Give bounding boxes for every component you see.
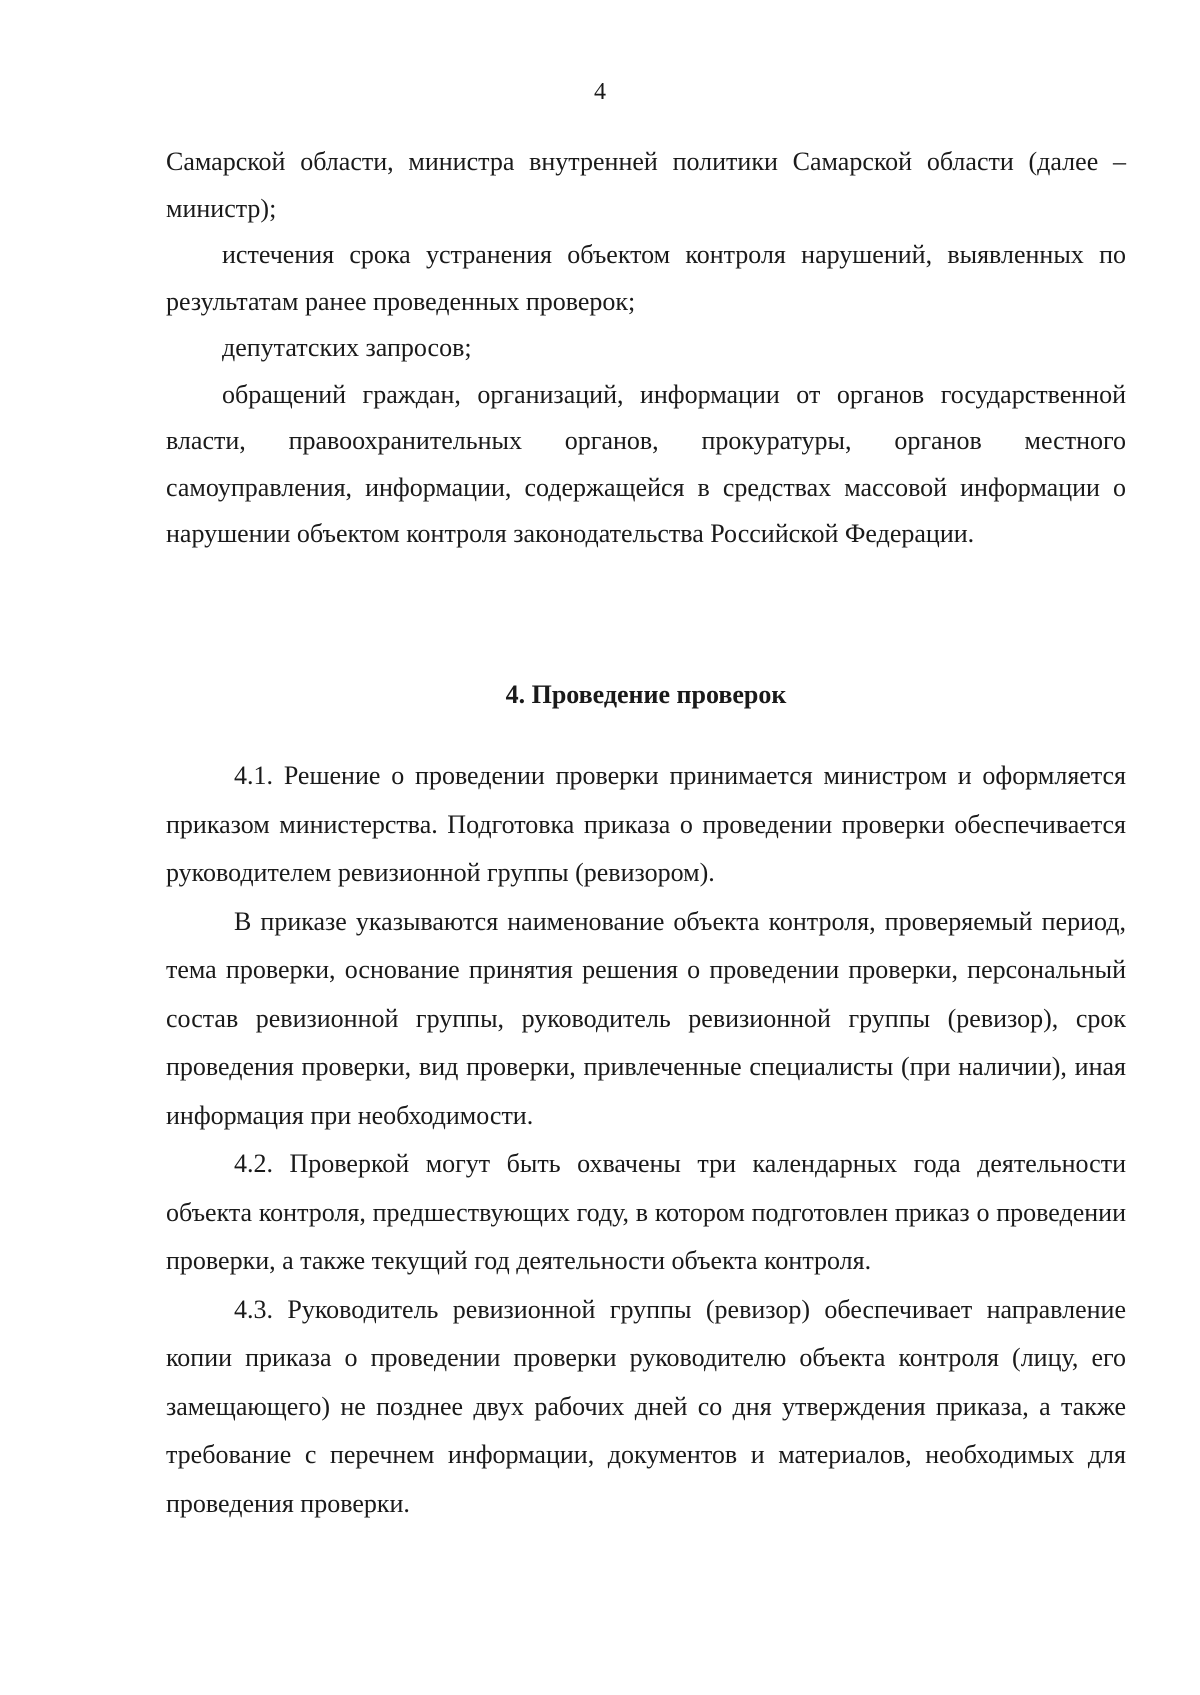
section-heading: 4. Проведение проверок [505, 680, 787, 709]
paragraph-appeals: обращений граждан, организаций, информации от органов государственной власти, правоохранительных органов, прокуратуры, органов местного самоуправления, информации, содержащейся в средствах массовой информации о нарушении объектом контроля законодательства Российской Федерации. [166, 379, 1126, 548]
paragraph-4-3: 4.3. Руководитель ревизионной группы (ревизор) обеспечивает направление копии приказа о проведении проверки руководителю объекта контроля (лицу, его замещающего) не позднее двух рабочих дней со дня утверждения приказа, а также требование с перечнем информации, документов и материалов, необходимых для проведения проверки. [166, 1294, 1126, 1518]
section-text-block [166, 752, 1126, 1528]
paragraph-4-1: 4.1. Решение о проведении проверки принимается министром и оформляется приказом министерства. Подготовка приказа о проведении проверки обеспечивается руководителем ревизионной группы (ревизором). [166, 761, 1126, 887]
paragraph-order-contents: В приказе указываются наименование объекта контроля, проверяемый период, тема проверки, основание принятия решения о проведении проверки, персональный состав ревизионной группы, руководитель ревизионной группы (ревизор), срок проведения проверки, вид проверки, привлеченные специалисты (при наличии), иная информация при необходимости. [166, 906, 1126, 1130]
paragraph-violation-deadline: истечения срока устранения объектом контроля нарушений, выявленных по результатам ранее проведенных проверок; [166, 240, 1126, 316]
page-number: 4 [594, 79, 606, 105]
paragraph-deputy-requests: депутатских запросов; [222, 333, 472, 362]
paragraph-continuation: Самарской области, министра внутренней политики Самарской области (далее – министр); [166, 147, 1126, 223]
paragraph-4-2: 4.2. Проверкой могут быть охвачены три календарных года деятельности объекта контроля, предшествующих году, в котором подготовлен приказ о проведении проверки, а также текущий год деятельности объекта контроля. [166, 1149, 1126, 1275]
top-text-block [166, 139, 1126, 558]
